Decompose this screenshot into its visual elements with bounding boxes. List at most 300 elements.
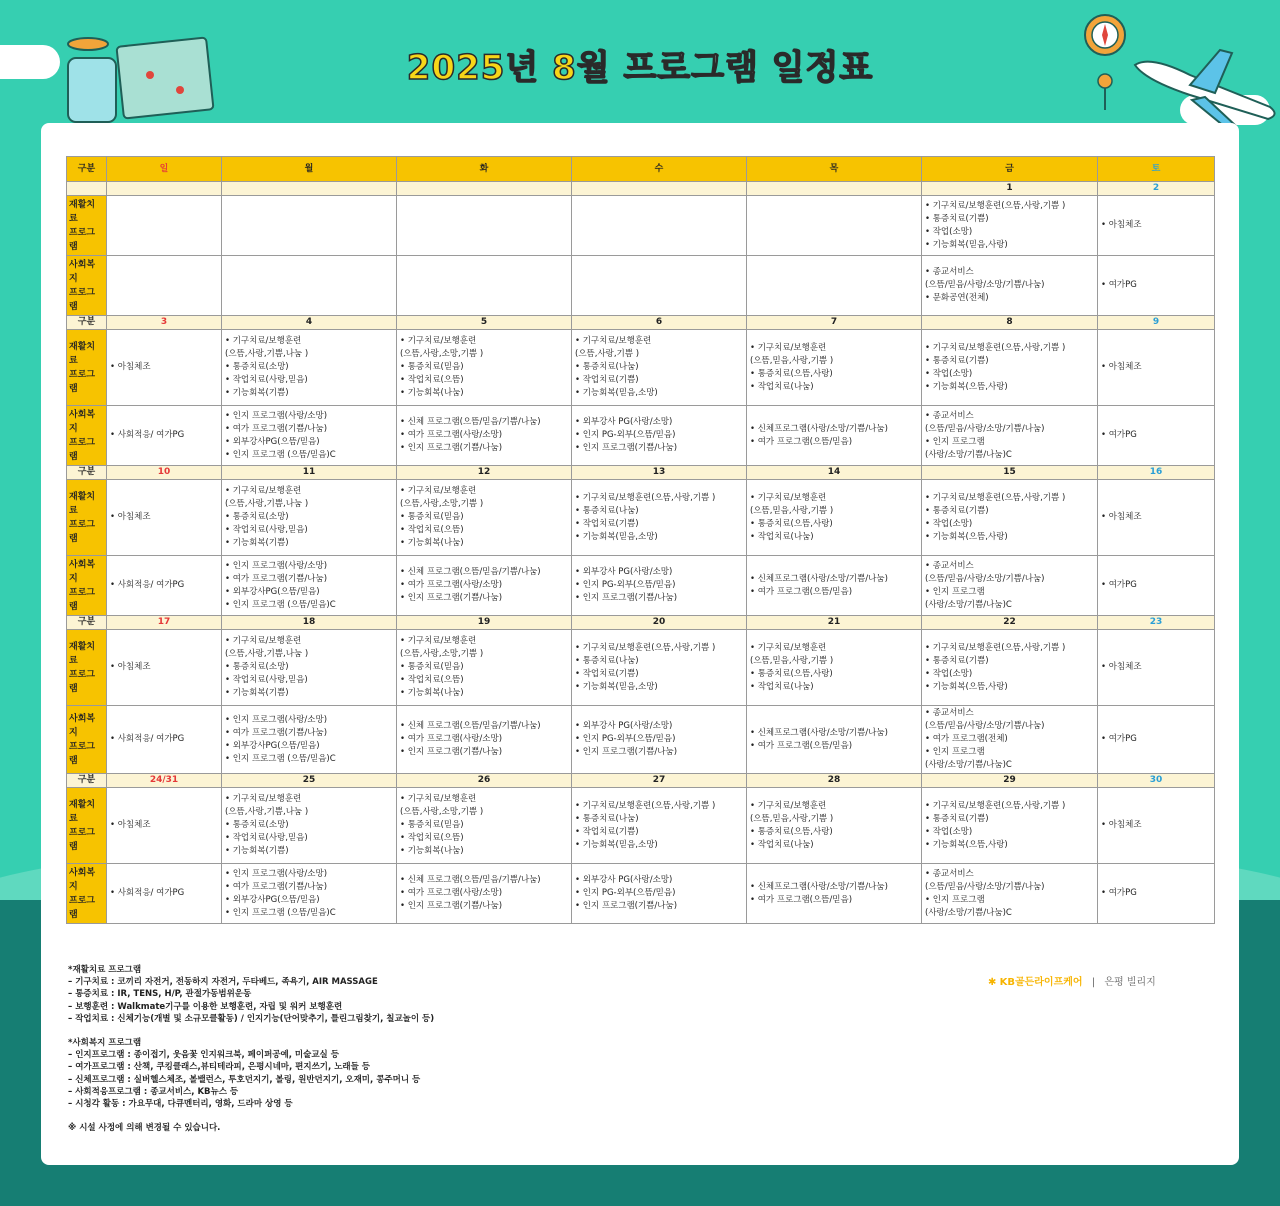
rehab-cell-fri (922, 788, 1098, 864)
header-day-thu: 목 (747, 157, 922, 182)
program-item: • 기능회복(믿음,소망) (575, 839, 658, 850)
welfare-row (67, 706, 1215, 774)
program-item: (으뜸,믿음,사랑,기쁨 ) (750, 505, 834, 516)
program-item: • 작업치료(기쁨) (575, 375, 639, 385)
date-cell-sun: 17 (107, 616, 222, 630)
date-cell-fri: 22 (922, 616, 1098, 630)
program-list (750, 881, 918, 907)
program-item: (으뜸/믿음/사랑/소망/기쁨/나눔) (925, 423, 1045, 434)
program-item: • 기구치료/보행훈련(으뜸,사랑,기쁨 ) (925, 342, 1066, 353)
rehab-row-label (67, 630, 107, 706)
program-item: • 작업(소망) (925, 368, 973, 379)
row-label-line: 프로그램 (69, 437, 96, 462)
program-item: • 인지 프로그램(기쁨/나눔) (575, 901, 678, 911)
rehab-cell-fri (922, 480, 1098, 556)
rehab-cell-sat (1098, 330, 1215, 406)
header-row (67, 157, 1215, 182)
program-item: • 외부강사PG(으뜸/믿음) (225, 436, 320, 447)
date-cell-sun: 10 (107, 466, 222, 480)
program-item: • 작업치료(으뜸) (400, 375, 464, 385)
program-item: • 여가PG (1101, 580, 1137, 590)
program-list (575, 720, 743, 759)
program-item: • 신체 프로그램(으뜸/믿음/기쁨/나눔) (400, 721, 541, 731)
date-cell-thu: 21 (747, 616, 922, 630)
rehab-cell-thu (747, 196, 922, 256)
rehab-cell-tue (397, 480, 572, 556)
program-item: (으뜸,사랑,기쁨,나눔 ) (225, 349, 309, 359)
row-label-line: 프로그램 (69, 827, 96, 852)
program-item: (으뜸/믿음/사랑/소망/기쁨/나눔) (925, 280, 1045, 290)
program-item: • 통증치료(나눔) (575, 813, 639, 824)
program-item: • 인지 PG-외부(으뜸/믿음) (575, 888, 676, 898)
welfare-cell-mon (222, 256, 397, 316)
date-cell-tue (397, 182, 572, 196)
date-cell-tue: 26 (397, 774, 572, 788)
program-item: • 여가 프로그램(으뜸/믿음) (750, 740, 853, 751)
program-list (110, 361, 218, 374)
program-item: • 여가PG (1101, 888, 1137, 898)
program-list (925, 342, 1094, 394)
program-item: • 여가PG (1101, 734, 1137, 744)
program-list (925, 800, 1094, 852)
program-item: • 기구치료/보행훈련(으뜸,사랑,기쁨 ) (925, 800, 1066, 811)
program-item: • 인지 프로그램(기쁨/나눔) (575, 593, 678, 603)
welfare-cell-fri (922, 406, 1098, 466)
program-item: • 인지 PG-외부(으뜸/믿음) (575, 734, 676, 744)
row-label-line: 사회복지 (69, 409, 96, 434)
program-item: • 작업치료(기쁨) (575, 826, 639, 837)
date-cell-wed (572, 182, 747, 196)
program-item: • 외부강사 PG(사랑/소망) (575, 417, 673, 427)
program-item: • 외부강사PG(으뜸/믿음) (225, 740, 320, 751)
program-item: • 통증치료(으뜸,사랑) (750, 368, 833, 379)
notes-line: – 신체프로그램 : 실버헬스체조, 볼밸런스, 투호던지기, 볼링, 원반던지기, 오재미, 콩주머니 등 (68, 1074, 421, 1085)
notes-footnote: ※ 시설 사정에 의해 변경될 수 있습니다. (68, 1123, 221, 1134)
welfare-cell-sat (1098, 256, 1215, 316)
rehab-cell-wed (572, 330, 747, 406)
program-list (110, 429, 218, 442)
program-list (575, 492, 743, 544)
rehab-cell-tue (397, 788, 572, 864)
rehab-cell-sun (107, 788, 222, 864)
date-cell-mon: 18 (222, 616, 397, 630)
date-row (67, 774, 1215, 788)
welfare-cell-thu (747, 256, 922, 316)
header-day-mon: 월 (222, 157, 397, 182)
page-title-text: 프로그램 일정표 (623, 48, 874, 88)
schedule-table (66, 156, 1215, 924)
program-item: • 신체프로그램(사랑/소망/기쁨/나눔) (750, 727, 888, 738)
rehab-cell-mon (222, 630, 397, 706)
date-cell-tue: 5 (397, 316, 572, 330)
notes-line: – 시청각 활동 : 가요무대, 다큐멘터리, 영화, 드라마 상영 등 (68, 1099, 293, 1110)
program-list (400, 874, 568, 913)
program-list (750, 492, 918, 544)
program-item: • 인지 프로그램 (으뜸/믿음)C (225, 599, 336, 610)
program-item: • 신체프로그램(사랑/소망/기쁨/나눔) (750, 881, 888, 892)
program-item: • 통증치료(소망) (225, 512, 289, 522)
date-cell-wed: 6 (572, 316, 747, 330)
program-item: • 통증치료(나눔) (575, 655, 639, 666)
program-item: • 여가 프로그램(기쁨/나눔) (225, 881, 328, 892)
page-title (0, 40, 1280, 89)
date-cell-tue: 12 (397, 466, 572, 480)
program-item: • 기구치료/보행훈련 (225, 636, 302, 646)
welfare-cell-sat (1098, 556, 1215, 616)
program-item: • 기능회복(으뜸,사랑) (925, 381, 1008, 392)
welfare-cell-wed (572, 256, 747, 316)
welfare-cell-sun (107, 556, 222, 616)
welfare-cell-fri (922, 556, 1098, 616)
program-item: (사랑/소망/기쁨/나눔)C (925, 599, 1012, 610)
program-item: • 인지 프로그램(기쁨/나눔) (400, 443, 503, 453)
notes-line: – 작업치료 : 신체기능(개별 및 소규모클활동) / 인지기능(단어맞추기, 틀린그림찾기, 칠교놀이 등) (68, 1013, 435, 1024)
program-list (225, 635, 393, 700)
welfare-cell-sun (107, 864, 222, 924)
welfare-cell-mon (222, 556, 397, 616)
program-list (110, 579, 218, 592)
row-label-line: 프로그램 (69, 519, 96, 544)
date-row (67, 316, 1215, 330)
program-item: • 기구치료/보행훈련(으뜸,사랑,기쁨 ) (925, 492, 1066, 503)
program-list (110, 819, 218, 832)
welfare-cell-mon (222, 864, 397, 924)
program-item: • 인지 프로그램(기쁨/나눔) (575, 747, 678, 757)
date-cell-sat: 9 (1098, 316, 1215, 330)
program-item: (으뜸,사랑,기쁨,나눔 ) (225, 649, 309, 659)
date-row-label: 구분 (67, 316, 107, 330)
program-item: • 여가 프로그램(기쁨/나눔) (225, 573, 328, 584)
program-list (925, 707, 1094, 772)
program-item: (으뜸/믿음/사랑/소망/기쁨/나눔) (925, 573, 1045, 584)
program-item: • 기능회복(기쁨) (225, 538, 289, 548)
date-cell-wed: 13 (572, 466, 747, 480)
program-item: • 작업(소망) (925, 518, 973, 529)
row-label-line: 재활치료 (69, 641, 96, 666)
program-item: • 통증치료(믿음) (400, 362, 464, 372)
program-item: • 기능회복(기쁨) (225, 846, 289, 856)
program-item: • 기구치료/보행훈련 (225, 794, 302, 804)
rehab-cell-sat (1098, 630, 1215, 706)
program-item: • 작업치료(기쁨) (575, 518, 639, 529)
rehab-row (67, 330, 1215, 406)
row-label-line: 프로그램 (69, 741, 96, 766)
program-item: • 작업치료(나눔) (750, 839, 814, 850)
program-item: • 기구치료/보행훈련(으뜸,사랑,기쁨 ) (575, 800, 716, 811)
row-label-line: 사회복지 (69, 259, 96, 284)
program-item: • 외부강사PG(으뜸/믿음) (225, 586, 320, 597)
program-item: • 여가 프로그램(으뜸/믿음) (750, 586, 853, 597)
program-item: • 통증치료(믿음) (400, 662, 464, 672)
program-item: • 작업치료(나눔) (750, 531, 814, 542)
rehab-cell-sat (1098, 480, 1215, 556)
notes-rehab (68, 964, 768, 1025)
date-cell-tue: 19 (397, 616, 572, 630)
program-list (925, 560, 1094, 612)
date-cell-sat: 30 (1098, 774, 1215, 788)
program-item: • 기구치료/보행훈련 (575, 336, 652, 346)
welfare-cell-mon (222, 406, 397, 466)
program-item: (으뜸,사랑,기쁨,나눔 ) (225, 499, 309, 509)
date-cell-mon: 4 (222, 316, 397, 330)
welfare-cell-tue (397, 864, 572, 924)
row-label-line: 재활치료 (69, 491, 96, 516)
rehab-row-label (67, 480, 107, 556)
program-item: (으뜸,믿음,사랑,기쁨 ) (750, 655, 834, 666)
program-item: (으뜸,사랑,기쁨,나눔 ) (225, 807, 309, 817)
program-item: (으뜸,사랑,기쁨 ) (575, 349, 640, 359)
program-item: • 인지 PG-외부(으뜸/믿음) (575, 580, 676, 590)
program-list (575, 416, 743, 455)
welfare-cell-thu (747, 864, 922, 924)
program-item: • 통증치료(믿음) (400, 820, 464, 830)
program-item: • 아침체조 (1101, 362, 1142, 372)
program-item: • 인지 PG-외부(으뜸/믿음) (575, 430, 676, 440)
program-item: (으뜸,사랑,소망,기쁨 ) (400, 499, 484, 509)
program-item: (으뜸,사랑,소망,기쁨 ) (400, 807, 484, 817)
rehab-cell-tue (397, 196, 572, 256)
program-list (1101, 219, 1211, 232)
program-list (925, 410, 1094, 462)
welfare-cell-thu (747, 556, 922, 616)
row-label-line: 사회복지 (69, 559, 96, 584)
welfare-row (67, 864, 1215, 924)
rehab-cell-sat (1098, 788, 1215, 864)
date-row (67, 616, 1215, 630)
program-item: • 신체 프로그램(으뜸/믿음/기쁨/나눔) (400, 875, 541, 885)
rehab-cell-thu (747, 788, 922, 864)
program-item: • 신체 프로그램(으뜸/믿음/기쁨/나눔) (400, 567, 541, 577)
program-list (110, 733, 218, 746)
rehab-cell-thu (747, 630, 922, 706)
row-label-line: 프로그램 (69, 369, 96, 394)
welfare-cell-thu (747, 706, 922, 774)
date-cell-sun: 3 (107, 316, 222, 330)
rehab-cell-mon (222, 480, 397, 556)
program-list (750, 573, 918, 599)
rehab-row-label (67, 788, 107, 864)
welfare-row-label (67, 706, 107, 774)
notes-welfare-title: *사회복지 프로그램 (68, 1038, 142, 1049)
program-list (225, 485, 393, 550)
program-item: • 여가 프로그램(사랑/소망) (400, 888, 503, 898)
program-list (925, 266, 1094, 305)
welfare-cell-tue (397, 706, 572, 774)
program-item: • 여가 프로그램(으뜸/믿음) (750, 894, 853, 905)
rehab-cell-sun (107, 630, 222, 706)
program-item: • 인지 프로그램(사랑/소망) (225, 868, 328, 879)
welfare-cell-sun (107, 406, 222, 466)
program-list (110, 511, 218, 524)
program-item: (으뜸,믿음,사랑,기쁨 ) (750, 813, 834, 824)
program-item: • 인지 프로그램(사랑/소망) (225, 714, 328, 725)
program-list (1101, 429, 1211, 442)
program-item: • 문화공연(전체) (925, 293, 989, 303)
program-item: • 아침체조 (1101, 662, 1142, 672)
rehab-cell-sun (107, 196, 222, 256)
program-list (1101, 511, 1211, 524)
welfare-cell-sat (1098, 864, 1215, 924)
date-cell-sat: 2 (1098, 182, 1215, 196)
program-item: • 기능회복(기쁨) (225, 388, 289, 398)
program-item: • 인지 프로그램(사랑/소망) (225, 560, 328, 571)
program-item: • 종교서비스 (925, 560, 974, 571)
program-item: • 인지 프로그램(기쁨/나눔) (400, 901, 503, 911)
program-item: • 작업치료(나눔) (750, 681, 814, 692)
program-item: • 기구치료/보행훈련(으뜸,사랑,기쁨 ) (575, 642, 716, 653)
program-list (400, 566, 568, 605)
program-item: • 기능회복(으뜸,사랑) (925, 531, 1008, 542)
program-item: • 기능회복(으뜸,사랑) (925, 839, 1008, 850)
date-row (67, 182, 1215, 196)
program-list (925, 642, 1094, 694)
program-list (225, 714, 393, 766)
program-item: • 인지 프로그램 (925, 894, 985, 905)
program-list (925, 200, 1094, 252)
program-list (400, 485, 568, 550)
rehab-cell-tue (397, 330, 572, 406)
program-item: • 아침체조 (110, 662, 151, 672)
program-item: • 여가 프로그램(사랑/소망) (400, 580, 503, 590)
program-item: • 인지 프로그램 (으뜸/믿음)C (225, 449, 336, 460)
rehab-cell-wed (572, 480, 747, 556)
program-item: • 작업(소망) (925, 826, 973, 837)
program-item: • 여가PG (1101, 430, 1137, 440)
program-item: • 통증치료(소망) (225, 820, 289, 830)
program-item: • 기구치료/보행훈련 (750, 492, 827, 503)
header-day-tue: 화 (397, 157, 572, 182)
program-item: • 인지 프로그램 (으뜸/믿음)C (225, 907, 336, 918)
rehab-cell-tue (397, 630, 572, 706)
notes-line: – 여가프로그램 : 산책, 쿠킹클래스,뷰티테라피, 은평시네마, 편지쓰기, 노래들 등 (68, 1062, 371, 1073)
notes-section (68, 964, 768, 1134)
program-item: • 사회적응/ 여가PG (110, 734, 185, 744)
program-item: • 기구치료/보행훈련(으뜸,사랑,기쁨 ) (925, 200, 1066, 211)
welfare-cell-tue (397, 256, 572, 316)
rehab-cell-sun (107, 330, 222, 406)
date-cell-sun (107, 182, 222, 196)
program-item: • 기능회복(나눔) (400, 688, 464, 698)
program-item: • 인지 프로그램(기쁨/나눔) (400, 747, 503, 757)
program-item: • 기구치료/보행훈련(으뜸,사랑,기쁨 ) (575, 492, 716, 503)
program-item: • 기능회복(믿음,소망) (575, 388, 658, 398)
date-cell-fri: 8 (922, 316, 1098, 330)
program-item: • 기능회복(믿음,소망) (575, 531, 658, 542)
program-item: • 외부강사PG(으뜸/믿음) (225, 894, 320, 905)
program-list (750, 727, 918, 753)
rehab-cell-thu (747, 330, 922, 406)
program-item: • 기능회복(기쁨) (225, 688, 289, 698)
rehab-row-label (67, 330, 107, 406)
program-item: • 인지 프로그램(기쁨/나눔) (575, 443, 678, 453)
program-item: • 기구치료/보행훈련(으뜸,사랑,기쁨 ) (925, 642, 1066, 653)
rehab-cell-wed (572, 630, 747, 706)
welfare-cell-tue (397, 406, 572, 466)
date-cell-thu (747, 182, 922, 196)
program-list (925, 868, 1094, 920)
program-item: • 아침체조 (110, 512, 151, 522)
welfare-row-label (67, 256, 107, 316)
rehab-row-label (67, 196, 107, 256)
program-list (225, 793, 393, 858)
program-list (575, 335, 743, 400)
program-list (750, 642, 918, 694)
program-item: • 기구치료/보행훈련 (750, 800, 827, 811)
program-item: • 여가 프로그램(사랑/소망) (400, 734, 503, 744)
welfare-cell-wed (572, 556, 747, 616)
program-item: • 외부강사 PG(사랑/소망) (575, 721, 673, 731)
program-item: • 기능회복(나눔) (400, 388, 464, 398)
program-list (575, 566, 743, 605)
program-item: • 통증치료(소망) (225, 362, 289, 372)
program-item: • 종교서비스 (925, 868, 974, 879)
row-label-line: 재활치료 (69, 199, 96, 224)
program-item: • 기구치료/보행훈련 (400, 336, 477, 346)
program-item: • 여가 프로그램(전체) (925, 734, 1008, 744)
program-list (1101, 579, 1211, 592)
program-item: • 여가 프로그램(기쁨/나눔) (225, 727, 328, 738)
welfare-row-label (67, 556, 107, 616)
date-row (67, 466, 1215, 480)
program-item: • 여가 프로그램(기쁨/나눔) (225, 423, 328, 434)
star-icon: ✱ (988, 977, 997, 988)
date-cell-mon (222, 182, 397, 196)
date-cell-sat: 16 (1098, 466, 1215, 480)
program-item: • 작업치료(기쁨) (575, 668, 639, 679)
program-item: • 기능회복(으뜸,사랑) (925, 681, 1008, 692)
program-item: (으뜸,사랑,소망,기쁨 ) (400, 349, 484, 359)
welfare-row-label (67, 406, 107, 466)
program-list (575, 642, 743, 694)
date-cell-wed: 20 (572, 616, 747, 630)
row-label-line: 사회복지 (69, 867, 96, 892)
program-item: • 인지 프로그램 (으뜸/믿음)C (225, 753, 336, 764)
program-list (225, 410, 393, 462)
program-item: • 여가PG (1101, 280, 1137, 290)
notes-welfare (68, 1037, 768, 1110)
program-list (1101, 733, 1211, 746)
program-item: • 사회적응/ 여가PG (110, 888, 185, 898)
program-item: (사랑/소망/기쁨/나눔)C (925, 907, 1012, 918)
rehab-cell-thu (747, 480, 922, 556)
welfare-row-label (67, 864, 107, 924)
program-item: • 여가 프로그램(사랑/소망) (400, 430, 503, 440)
notes-line: – 인지프로그램 : 종이접기, 웃음꽃 인지워크북, 페이퍼공예, 미술교실 등 (68, 1050, 339, 1061)
welfare-cell-sat (1098, 706, 1215, 774)
program-item: • 작업치료(사랑,믿음) (225, 525, 308, 535)
rehab-cell-sat (1098, 196, 1215, 256)
program-item: • 종교서비스 (925, 410, 974, 421)
notes-line: – 사회적응프로그램 : 종교서비스, KB뉴스 등 (68, 1086, 239, 1097)
welfare-cell-fri (922, 256, 1098, 316)
date-row-label: 구분 (67, 466, 107, 480)
date-cell-sat: 23 (1098, 616, 1215, 630)
date-cell-sun: 24/31 (107, 774, 222, 788)
header-day-sat: 토 (1098, 157, 1215, 182)
program-item: • 통증치료(나눔) (575, 505, 639, 516)
program-list (400, 793, 568, 858)
program-item: • 외부강사 PG(사랑/소망) (575, 567, 673, 577)
brand-logo (988, 973, 1156, 988)
program-item: • 작업치료(으뜸) (400, 833, 464, 843)
program-item: • 인지 프로그램 (925, 586, 985, 597)
program-item: • 통증치료(기쁨) (925, 355, 989, 366)
program-item: • 작업치료(사랑,믿음) (225, 375, 308, 385)
rehab-row (67, 630, 1215, 706)
program-list (1101, 361, 1211, 374)
welfare-cell-fri (922, 864, 1098, 924)
rehab-row (67, 196, 1215, 256)
